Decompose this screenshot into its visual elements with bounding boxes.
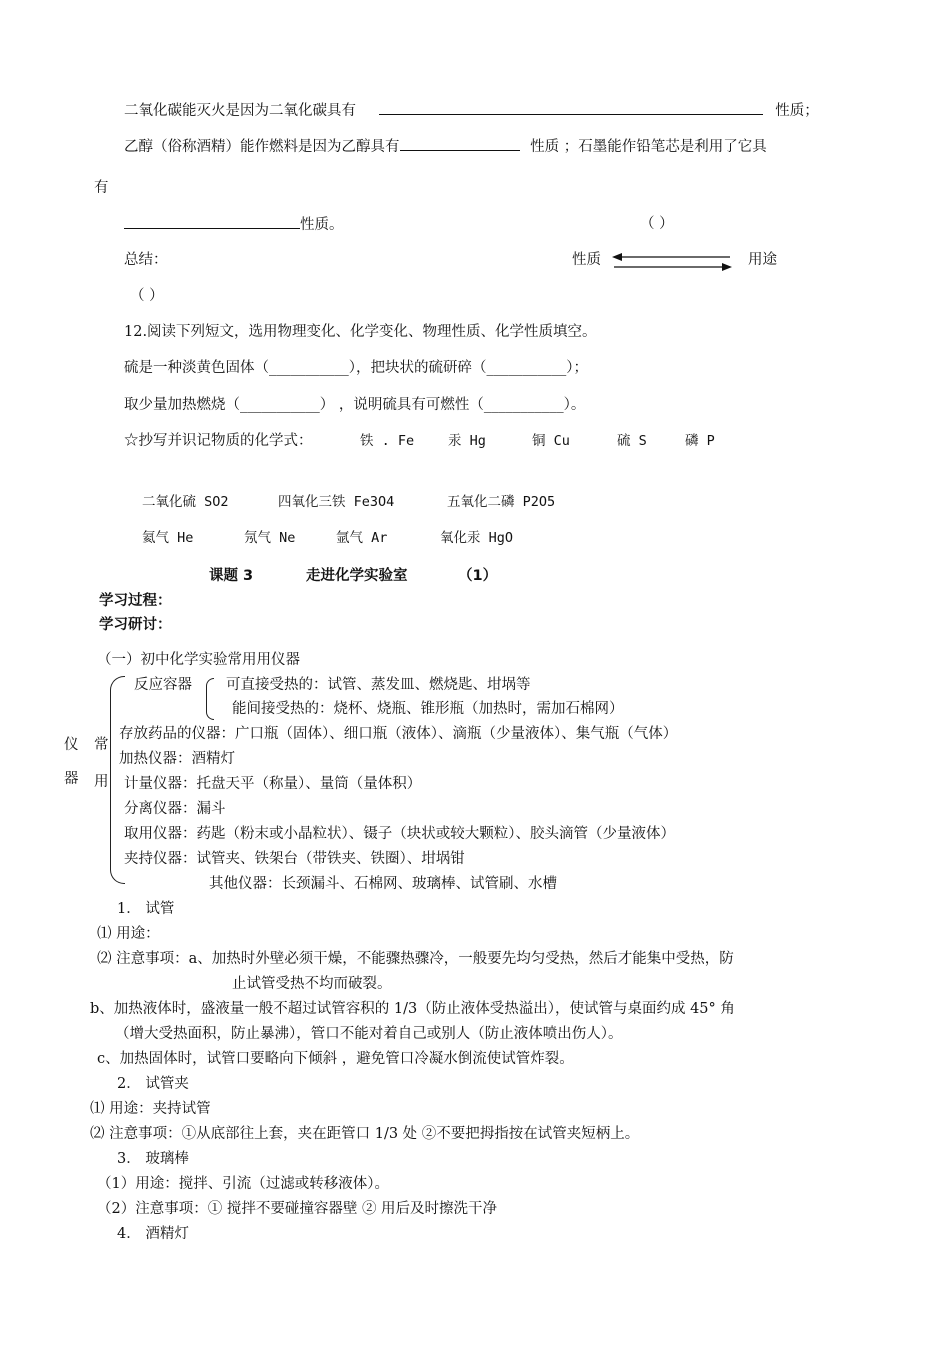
formula-hg: 汞 Hg bbox=[448, 433, 486, 449]
co2-blank[interactable] bbox=[379, 100, 763, 115]
line-you: 有 bbox=[94, 180, 109, 196]
lesson-title: 走进化学实验室 bbox=[306, 568, 408, 584]
ethanol-blank[interactable] bbox=[400, 136, 520, 151]
graphite-suffix: 性质。 bbox=[300, 217, 344, 233]
taking-instruments: 取用仪器：药匙（粉末或小晶粒状）、镊子（块状或较大颗粒）、胶头滴管（少量液体） bbox=[124, 826, 675, 842]
formula-p2o5: 五氧化二磷 P2O5 bbox=[447, 494, 556, 510]
reaction-brace bbox=[206, 678, 214, 720]
formula-fe3o4: 四氧化三铁 Fe3O4 bbox=[278, 494, 395, 510]
test-tube-note-c: c、加热固体时，试管口要略向下倾斜 ，避免管口冷凝水倒流使试管炸裂。 bbox=[97, 1051, 574, 1067]
formula-hgo: 氧化汞 HgO bbox=[440, 530, 514, 546]
holding-instruments: 夹持仪器：试管夹、铁架台（带铁夹、铁圈）、坩埚钳 bbox=[124, 851, 465, 867]
test-tube-note-a2: 止试管受热不均而破裂。 bbox=[232, 976, 392, 992]
formula-fe: 铁 . Fe bbox=[360, 433, 415, 449]
summary-label: 总结： bbox=[124, 252, 168, 268]
paren-bottom: （ ） bbox=[130, 288, 164, 304]
separating-instruments: 分离仪器：漏斗 bbox=[124, 801, 226, 817]
indirect-heating: 能间接受热的：烧杯、烧瓶、锥形瓶（加热时，需加石棉网） bbox=[232, 701, 624, 717]
co2-suffix: 性质； bbox=[775, 103, 819, 119]
paren-top: （ ） bbox=[640, 216, 674, 232]
other-instruments: 其他仪器：长颈漏斗、石棉网、玻璃棒、试管刷、水槽 bbox=[209, 876, 557, 892]
q12-line1: 硫是一种淡黄色固体（___________），把块状的硫研碎（___________）； bbox=[124, 360, 588, 376]
side-label-yong: 用 bbox=[94, 774, 109, 790]
side-label-qi: 器 bbox=[64, 771, 79, 787]
tube-clamp-note: ⑵ 注意事项：①从底部往上套，夹在距管口 1/3 处 ②不要把拇指按在试管夹短柄上。 bbox=[90, 1126, 640, 1142]
summary-property: 性质 bbox=[572, 252, 601, 268]
item-glass-rod: 3． 玻璃棒 bbox=[117, 1151, 189, 1167]
measuring-instruments: 计量仪器：托盘天平（称量）、量筒（量体积） bbox=[124, 776, 422, 792]
line-ethanol bbox=[124, 136, 767, 157]
q12-line2: 取少量加热燃烧（___________） ，说明硫具有可燃性（___________）。 bbox=[124, 397, 586, 413]
test-tube-note-b2: （增大受热面积，防止暴沸），管口不能对着自己或别人（防止液体喷出伤人）。 bbox=[115, 1026, 623, 1042]
glass-rod-use: （1）用途：搅拌、引流（过滤或转移液体）。 bbox=[97, 1176, 389, 1192]
line-graphite bbox=[124, 214, 344, 235]
ethanol-suffix: 性质 ；石墨能作铅笔芯是利用了它具 bbox=[530, 139, 767, 155]
item-tube-clamp: 2． 试管夹 bbox=[117, 1076, 189, 1092]
test-tube-note-b: b、加热液体时，盛液量一般不超过试管容积的 1/3（防止液体受热溢出），使试管与桌面约成 45° 角 bbox=[90, 1001, 735, 1017]
lesson-part: （1） bbox=[458, 568, 498, 584]
item-alcohol-lamp: 4． 酒精灯 bbox=[117, 1226, 189, 1242]
graphite-blank[interactable] bbox=[124, 214, 300, 229]
formula-he: 氦气 He bbox=[142, 530, 194, 546]
main-brace bbox=[110, 676, 125, 884]
section-instruments: （一）初中化学实验常用用仪器 bbox=[97, 652, 300, 668]
formula-so2: 二氧化硫 SO2 bbox=[142, 494, 229, 510]
formula-p: 磷 P bbox=[685, 433, 715, 449]
formula-s: 硫 S bbox=[617, 433, 647, 449]
formula-intro: ☆抄写并识记物质的化学式： bbox=[124, 433, 313, 449]
direct-heating: 可直接受热的：试管、蒸发皿、燃烧匙、坩埚等 bbox=[226, 677, 531, 693]
tube-clamp-use: ⑴ 用途：夹持试管 bbox=[90, 1101, 211, 1117]
storage-instruments: 存放药品的仪器：广口瓶（固体）、细口瓶（液体）、滴瓶（少量液体）、集气瓶（气体） bbox=[119, 726, 678, 742]
co2-text: 二氧化碳能灭火是因为二氧化碳具有 bbox=[124, 103, 356, 119]
side-label-yi: 仪 bbox=[64, 737, 79, 753]
ethanol-text: 乙醇（俗称酒精）能作燃料是因为乙醇具有 bbox=[124, 139, 400, 155]
lesson-number: 课题 3 bbox=[209, 568, 254, 584]
summary-use: 用途 bbox=[748, 252, 777, 268]
formula-ne: 氖气 Ne bbox=[244, 530, 296, 546]
q12-title: 12.阅读下列短文，选用物理变化、化学变化、物理性质、化学性质填空。 bbox=[124, 324, 597, 340]
glass-rod-note: （2）注意事项：① 搅拌不要碰撞容器壁 ② 用后及时擦洗干净 bbox=[97, 1201, 498, 1217]
study-process: 学习过程： bbox=[99, 593, 172, 609]
formula-ar: 氩气 Ar bbox=[336, 530, 388, 546]
item-test-tube: 1． 试管 bbox=[117, 901, 175, 917]
double-arrow-icon bbox=[610, 252, 734, 272]
heating-instruments: 加热仪器：酒精灯 bbox=[119, 751, 235, 767]
test-tube-use: ⑴ 用途： bbox=[97, 926, 160, 942]
side-label-chang: 常 bbox=[94, 737, 109, 753]
line-co2 bbox=[124, 100, 819, 121]
formula-cu: 铜 Cu bbox=[532, 433, 570, 449]
reaction-container: 反应容器 bbox=[134, 677, 192, 693]
study-discussion: 学习研讨： bbox=[99, 617, 172, 633]
test-tube-note-a: ⑵ 注意事项：a、加热时外壁必须干燥，不能骤热骤冷，一般要先均匀受热，然后才能集中受热，防 bbox=[97, 951, 734, 967]
